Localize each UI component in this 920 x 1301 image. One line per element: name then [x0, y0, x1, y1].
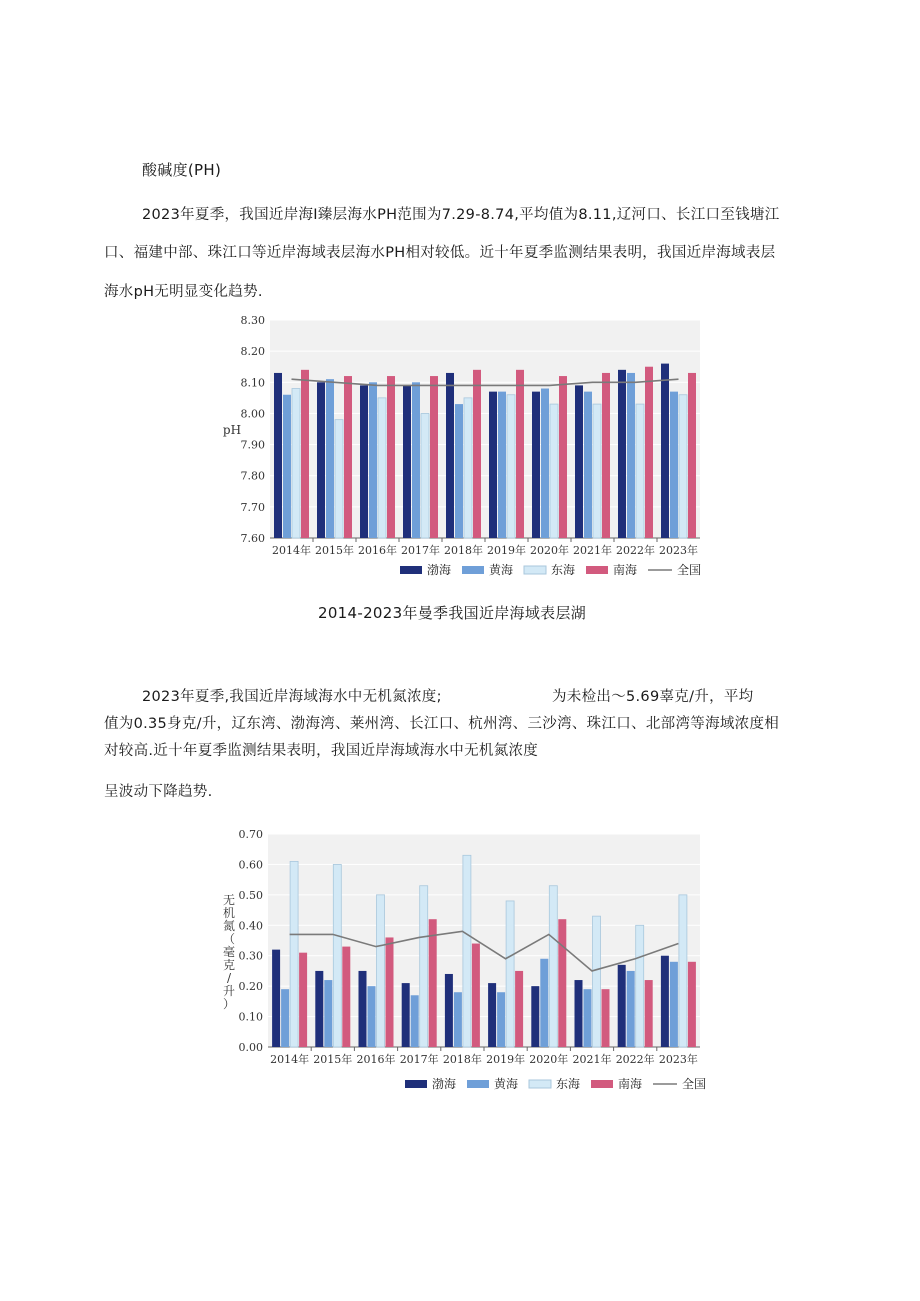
y-axis-label-char: （: [222, 932, 236, 946]
paragraph-nitrogen-line-2: 值为0.35身克/升，辽东湾、渤海湾、莱州湾、长江口、杭州湾、三沙湾、珠江口、北部湾等海域浓度相: [104, 716, 780, 732]
bar-donghai: [290, 861, 298, 1047]
bar-huanghai: [281, 989, 289, 1047]
ph-bar-chart: [220, 310, 700, 580]
bar-donghai: [636, 404, 644, 538]
bar-bohai: [489, 392, 497, 538]
bar-huanghai: [627, 373, 635, 538]
legend-label: 东海: [556, 1077, 581, 1091]
plot-area: [270, 320, 700, 538]
x-tick-label: 2020年: [529, 1053, 569, 1066]
bar-nanhai: [602, 373, 610, 538]
bar-bohai: [531, 986, 539, 1047]
bar-nanhai: [516, 370, 524, 538]
legend-swatch-donghai: [524, 566, 546, 574]
y-tick-label: 7.70: [240, 500, 265, 514]
bar-bohai: [360, 385, 368, 538]
legend-label: 东海: [551, 563, 576, 577]
y-tick-label: 0.40: [238, 919, 263, 933]
bar-bohai: [661, 956, 669, 1047]
legend-swatch-bohai: [400, 566, 422, 574]
y-axis-label-char: 无: [222, 893, 236, 907]
y-axis-label: pH: [222, 423, 242, 437]
x-tick-label: 2019年: [487, 544, 526, 557]
bar-huanghai: [584, 392, 592, 538]
x-tick-label: 2023年: [659, 544, 698, 557]
x-tick-label: 2019年: [486, 1053, 526, 1066]
bar-bohai: [317, 382, 325, 538]
bar-bohai: [618, 370, 626, 538]
bar-bohai: [359, 971, 367, 1047]
bar-huanghai: [283, 395, 291, 538]
bar-donghai: [292, 389, 300, 538]
bar-huanghai: [324, 980, 332, 1047]
bar-donghai: [549, 886, 557, 1047]
y-tick-label: 0.10: [238, 1010, 263, 1024]
bar-nanhai: [688, 373, 696, 538]
y-tick-label: 0.60: [238, 858, 263, 872]
bar-huanghai: [670, 392, 678, 538]
legend-swatch-huanghai: [467, 1080, 489, 1088]
nitrogen-bar-chart: [220, 822, 707, 1098]
bar-huanghai: [497, 992, 505, 1047]
legend-swatch-bohai: [405, 1080, 427, 1088]
bar-huanghai: [498, 392, 506, 538]
bar-bohai: [618, 965, 626, 1047]
bar-donghai: [333, 864, 341, 1047]
bar-donghai: [679, 395, 687, 538]
bar-bohai: [446, 373, 454, 538]
bar-bohai: [274, 373, 282, 538]
bar-nanhai: [344, 376, 352, 538]
section-heading: 酸碱度(PH): [142, 161, 222, 179]
bar-donghai: [506, 901, 514, 1047]
bar-huanghai: [540, 959, 548, 1047]
bar-nanhai: [299, 953, 307, 1047]
bar-donghai: [593, 404, 601, 538]
bar-huanghai: [541, 389, 549, 538]
bar-donghai: [377, 895, 385, 1047]
paragraph-nitrogen-line-1b: 为未检出～5.69辜克/升，平均: [552, 689, 754, 705]
bar-huanghai: [627, 971, 635, 1047]
bar-donghai: [420, 886, 428, 1047]
bar-nanhai: [515, 971, 523, 1047]
bar-bohai: [315, 971, 323, 1047]
bar-donghai: [463, 855, 471, 1047]
y-tick-label: 0.30: [238, 949, 263, 963]
bar-huanghai: [412, 382, 420, 538]
y-tick-label: 8.00: [240, 407, 265, 421]
y-tick-label: 0.20: [238, 980, 263, 994]
y-axis-label-char: 机: [222, 906, 236, 920]
y-axis-label-char: 毫: [222, 945, 236, 959]
x-tick-label: 2016年: [358, 544, 397, 557]
bar-bohai: [403, 385, 411, 538]
legend-label: 南海: [613, 563, 638, 577]
bar-nanhai: [429, 919, 437, 1047]
legend-label: 黄海: [489, 563, 514, 577]
bar-huanghai: [670, 962, 678, 1047]
bar-donghai: [335, 420, 343, 538]
bar-bohai: [445, 974, 453, 1047]
y-axis-label-char: ）: [222, 997, 236, 1011]
y-tick-label: 0.70: [238, 828, 263, 841]
bar-huanghai: [455, 404, 463, 538]
y-tick-label: 0.50: [238, 888, 263, 902]
bar-nanhai: [472, 944, 480, 1047]
bar-donghai: [550, 404, 558, 538]
y-axis-label-char: 升: [222, 984, 236, 998]
bar-bohai: [488, 983, 496, 1047]
legend-label: 黄海: [494, 1077, 519, 1091]
paragraph-nitrogen-line-1a: 2023年夏季,我国近岸海域海水中无机氮浓度;: [142, 689, 442, 705]
bar-bohai: [532, 392, 540, 538]
legend-swatch-huanghai: [462, 566, 484, 574]
paragraph-nitrogen-line-3: 对较高.近十年夏季监测结果表明，我国近岸海域海水中无机氮浓度: [104, 743, 539, 759]
bar-bohai: [402, 983, 410, 1047]
x-tick-label: 2020年: [530, 544, 569, 557]
bar-huanghai: [326, 379, 334, 538]
bar-huanghai: [368, 986, 376, 1047]
bar-nanhai: [430, 376, 438, 538]
bar-donghai: [593, 916, 601, 1047]
x-tick-label: 2021年: [572, 1053, 612, 1066]
legend-label: 全国: [677, 563, 702, 577]
y-tick-label: 7.80: [240, 469, 265, 483]
y-tick-label: 8.10: [240, 376, 265, 390]
legend-label: 全国: [682, 1077, 707, 1091]
legend-swatch-donghai: [529, 1080, 551, 1088]
y-tick-label: 7.60: [240, 532, 265, 545]
bar-nanhai: [645, 367, 653, 538]
bar-bohai: [661, 364, 669, 538]
x-tick-label: 2015年: [313, 1053, 353, 1066]
y-tick-label: 8.20: [240, 345, 265, 359]
legend-swatch-nanhai: [591, 1080, 613, 1088]
bar-donghai: [507, 395, 515, 538]
y-axis-label-char: 克: [222, 958, 236, 972]
bar-bohai: [575, 980, 583, 1047]
bar-nanhai: [473, 370, 481, 538]
bar-huanghai: [411, 995, 419, 1047]
bar-huanghai: [454, 992, 462, 1047]
x-tick-label: 2014年: [270, 1053, 310, 1066]
legend-label: 渤海: [432, 1077, 457, 1091]
bar-nanhai: [559, 376, 567, 538]
paragraph-ph-line-3: 海水pH无明显变化趋势.: [104, 284, 263, 300]
legend-label: 南海: [618, 1077, 643, 1091]
bar-bohai: [575, 385, 583, 538]
y-axis-label-char: 氮: [222, 919, 236, 933]
bar-nanhai: [602, 989, 610, 1047]
x-tick-label: 2023年: [658, 1053, 698, 1066]
x-tick-label: 2016年: [356, 1053, 396, 1066]
bar-nanhai: [645, 980, 653, 1047]
bar-nanhai: [387, 376, 395, 538]
figure-caption-ph: 2014-2023年曼季我国近岸海域表层湖: [318, 604, 587, 622]
paragraph-ph-line-1: 2023年夏季，我国近岸海I臻层海水PH范围为7.29-8.74,平均值为8.11,辽河口、长江口至钱塘江: [142, 207, 780, 223]
x-tick-label: 2015年: [315, 544, 354, 557]
paragraph-nitrogen-line-4: 呈波动下降趋势.: [104, 784, 213, 800]
bar-donghai: [464, 398, 472, 538]
bar-nanhai: [342, 947, 350, 1047]
x-tick-label: 2022年: [615, 1053, 655, 1066]
bar-nanhai: [386, 937, 394, 1047]
y-tick-label: 0.00: [238, 1041, 263, 1054]
bar-nanhai: [688, 962, 696, 1047]
x-tick-label: 2018年: [442, 1053, 482, 1066]
paragraph-ph-line-2: 口、福建中部、珠江口等近岸海域表层海水PH相对较低。近十年夏季监测结果表明，我国近岸海域表层: [104, 245, 776, 261]
y-axis-label-char: /: [226, 971, 232, 985]
legend-swatch-nanhai: [586, 566, 608, 574]
plot-area: [268, 834, 700, 1047]
x-tick-label: 2021年: [573, 544, 612, 557]
y-tick-label: 8.30: [240, 314, 265, 327]
bar-huanghai: [369, 382, 377, 538]
x-tick-label: 2017年: [401, 544, 440, 557]
bar-nanhai: [558, 919, 566, 1047]
legend-label: 渤海: [427, 563, 452, 577]
bar-donghai: [378, 398, 386, 538]
x-tick-label: 2018年: [444, 544, 483, 557]
x-tick-label: 2022年: [616, 544, 655, 557]
bar-donghai: [421, 413, 429, 538]
bar-bohai: [272, 950, 280, 1047]
x-tick-label: 2014年: [272, 544, 311, 557]
bar-donghai: [636, 925, 644, 1047]
bar-donghai: [679, 895, 687, 1047]
bar-huanghai: [584, 989, 592, 1047]
bar-nanhai: [301, 370, 309, 538]
y-tick-label: 7.90: [240, 438, 265, 452]
x-tick-label: 2017年: [399, 1053, 439, 1066]
